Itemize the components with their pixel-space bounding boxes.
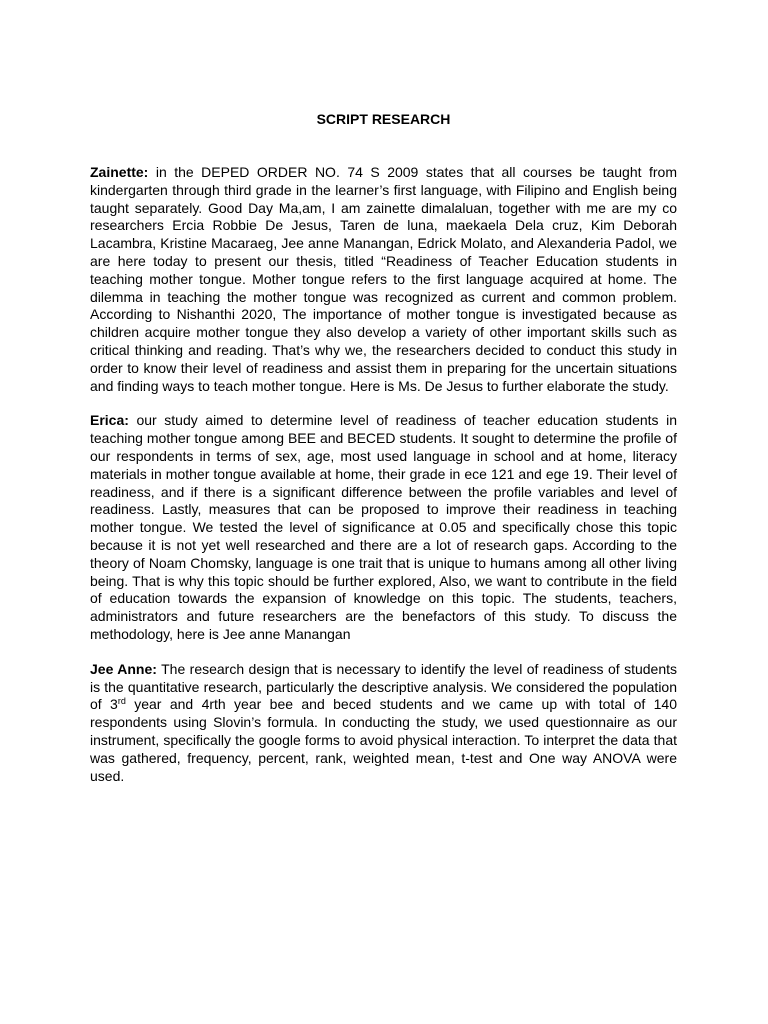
- paragraph-text: our study aimed to determine level of readiness of teacher education students in teaching mother tongue among BEE and BECED students. It sought to determine the profile of our respondents in terms of sex, age, most used language in school and at home, literacy materials in mother tongue available at home, their grade in ece 121 and ege 19. Their level of readiness, and if there is a significant difference between the profile variables and level of readiness. Lastly, measures that can be proposed to improve their readiness in teaching mother tongue. We tested the level of significance at 0.05 and specifically chose this topic because it is not yet well researched and there are a lot of research gaps. According to the theory of Noam Chomsky, language is one trait that is unique to humans among all other living being. That is why this topic should be further explored, Also, we want to contribute in the field of education towards the expansion of knowledge on this topic. The students, teachers, administrators and future researchers are the benefactors of this study. To discuss the methodology, here is Jee anne Manangan: [90, 412, 677, 642]
- speaker-name: Erica:: [90, 412, 129, 429]
- paragraph-text: The research design that is necessary to identify the level of readiness of students is the quantitative research, particularly the descriptive analysis. We considered the population of 3: [90, 660, 678, 713]
- paragraph-text: in the DEPED ORDER NO. 74 S 2009 states that all courses be taught from kindergarten through third grade in the learner’s first language, with Filipino and English being taught separately. Good Day Ma,am, I am zainette dimalaluan, together with me are my co researchers Ercia Robbie De Jesus, Taren de luna, maekaela Dela cruz, Kim Deborah Lacambra, Kristine Macaraeg, Jee anne Manangan, Edrick Molato, and Alexanderia Padol, we are here today to present our thesis, titled “Readiness of Teacher Education students in teaching mother tongue. Mother tongue refers to the first language acquired at home. The dilemma in teaching the mother tongue was recognized as current and common problem. According to Nishanthi 2020, The importance of mother tongue is investigated because as children acquire mother tongue they also develop a variety of other important skills such as critical thinking and reading. That’s why we, the researchers decided to conduct this study in order to know their level of readiness and assist them in preparing for the uncertain situations and finding ways to teach mother tongue. Here is Ms. De Jesus to further elaborate the study.: [90, 164, 677, 394]
- paragraph-jee-anne: [90, 661, 677, 786]
- speaker-name: Jee Anne:: [90, 660, 157, 677]
- paragraph-zainette: [90, 164, 677, 395]
- document-title: SCRIPT RESEARCH: [316, 111, 451, 127]
- paragraph-text-continued: year and 4rth year bee and beced students and we came up with total of 140 respondents using Slovin’s formula. In conducting the study, we used questionnaire as our instrument, specifically the google forms to avoid physical interaction. To interpret the data that was gathered, frequency, percent, rank, weighted mean, t-test and One way ANOVA were used.: [90, 696, 677, 784]
- speaker-name: Zainette:: [90, 164, 149, 180]
- document-page: [90, 110, 677, 802]
- ordinal-superscript: rd: [117, 696, 126, 707]
- paragraph-erica: [90, 412, 677, 643]
